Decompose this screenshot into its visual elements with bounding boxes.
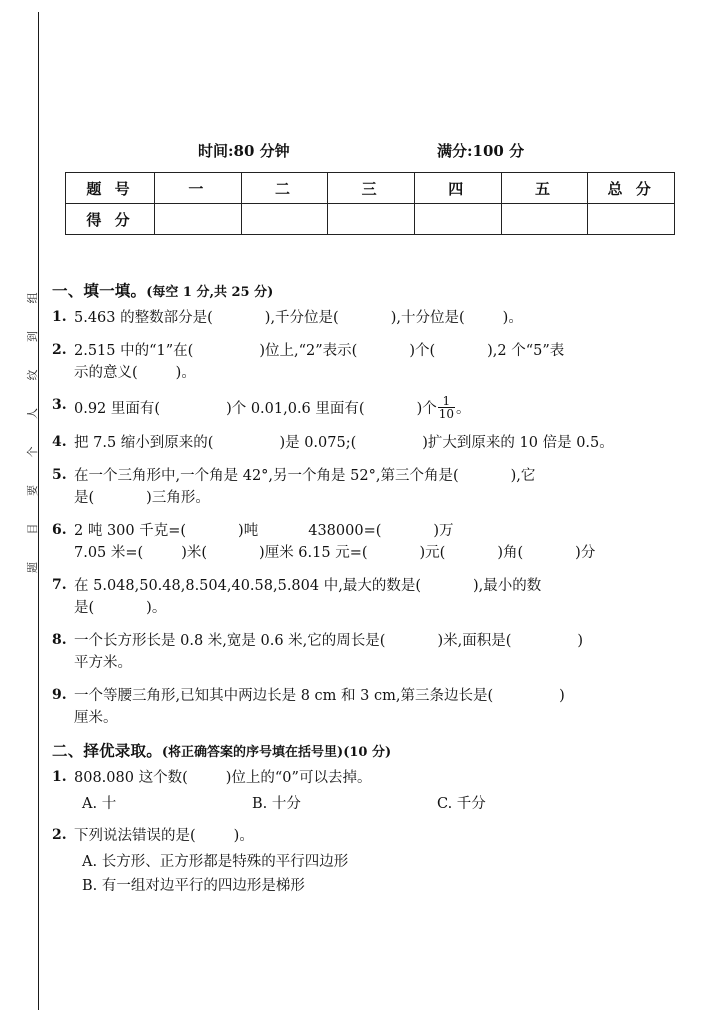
cell-q5: 五 — [501, 173, 588, 204]
question-text: )。 — [146, 599, 167, 616]
question-text: 2 吨 300 千克=( — [74, 522, 187, 539]
section-2-subtitle: (将正确答案的序号填在括号里)(10 分) — [161, 744, 392, 760]
question-text: )米( — [181, 544, 208, 561]
question-text: )元( — [419, 544, 446, 561]
question-1-9 — [52, 685, 692, 729]
section-1-subtitle: (每空 1 分,共 25 分) — [146, 285, 274, 300]
cell-q3: 三 — [328, 173, 415, 204]
row-label-question-no: 题 号 — [66, 173, 155, 204]
options-2-2 — [52, 851, 692, 898]
question-text: )扩大到原来的 10 倍是 0.5。 — [422, 434, 614, 451]
margin-vertical-text: 题 目 要 个 人 纹 到 组 — [26, 280, 39, 573]
question-text: 在一个三角形中,一个角是 42°,另一个角是 52°,第三个角是( — [74, 467, 459, 484]
question-text: 0.92 里面有( — [74, 401, 161, 418]
section-2-title: 二、择优录取。 — [52, 740, 162, 760]
cell-q4: 四 — [414, 173, 501, 204]
question-text: ),它 — [510, 467, 536, 484]
question-text: )个( — [409, 343, 436, 360]
question-1-2 — [52, 340, 692, 384]
question-number: 2. — [52, 342, 67, 359]
question-number: 1. — [52, 309, 67, 325]
option-b[interactable]: B. 十分 — [252, 795, 301, 812]
option-a[interactable]: A. 长方形、正方形都是特殊的平行四边形 — [82, 854, 349, 871]
question-text: ),最小的数 — [472, 577, 542, 594]
question-text: 808.080 这个数( — [74, 769, 188, 786]
question-text: )。 — [233, 828, 254, 845]
question-text: )。 — [175, 365, 196, 382]
exam-body — [52, 283, 692, 907]
fraction-denominator: 10 — [438, 407, 455, 422]
option-a[interactable]: A. 十 — [82, 795, 117, 812]
cell-total: 总 分 — [588, 173, 675, 204]
section-heading-2 — [52, 740, 692, 760]
score-cell-q3[interactable] — [328, 204, 415, 235]
question-number: 5. — [52, 466, 67, 483]
question-text: )厘米 6.15 元=( — [259, 544, 368, 561]
question-text: )吨 — [238, 522, 259, 539]
question-text: 在 5.048,50.48,8.504,40.58,5.804 中,最大的数是( — [74, 577, 421, 594]
question-text: 下列说法错误的是( — [74, 828, 196, 845]
question-text: 一个长方形长是 0.8 米,宽是 0.6 米,它的周长是( — [74, 632, 386, 649]
question-text: ) — [577, 632, 584, 649]
question-1-4 — [52, 432, 692, 454]
question-number: 2. — [52, 827, 67, 844]
question-text: )。 — [502, 310, 523, 326]
question-text: 是( — [74, 599, 95, 616]
option-b[interactable]: B. 有一组对边平行的四边形是梯形 — [82, 877, 305, 894]
question-text: 7.05 米=( — [74, 544, 144, 561]
question-text: 。 — [456, 401, 471, 418]
question-text: ) — [559, 687, 565, 704]
question-1-1 — [52, 307, 692, 329]
question-text: )是 0.075;( — [279, 434, 357, 451]
fraction-one-tenth — [438, 395, 455, 420]
question-1-5 — [52, 465, 692, 509]
question-text: )个 0.01,0.6 里面有( — [226, 401, 365, 418]
score-cell-q4[interactable] — [414, 204, 501, 235]
question-text: 一个等腰三角形,已知其中两边长是 8 cm 和 3 cm,第三条边长是( — [74, 687, 494, 704]
question-text: 把 7.5 缩小到原来的( — [74, 434, 214, 451]
question-2-1 — [52, 767, 692, 789]
score-cell-q5[interactable] — [501, 204, 588, 235]
question-text: )位上,“2”表示( — [259, 343, 358, 360]
question-2-2 — [52, 825, 692, 847]
question-1-8 — [52, 630, 692, 674]
score-table — [65, 172, 675, 235]
section-heading-1 — [52, 283, 692, 299]
row-label-score: 得 分 — [66, 204, 155, 235]
options-2-1 — [52, 793, 692, 816]
question-text: 438000=( — [308, 522, 382, 539]
option-c[interactable]: C. 千分 — [437, 795, 486, 812]
question-text: )万 — [433, 522, 454, 539]
question-1-7 — [52, 575, 692, 619]
question-text: 示的意义( — [74, 365, 138, 382]
table-row — [66, 204, 675, 235]
question-number: 1. — [52, 768, 67, 785]
question-text: 2.515 中的“1”在( — [74, 343, 194, 360]
question-text: 是( — [74, 489, 95, 506]
question-text: )分 — [575, 544, 596, 561]
question-text: )位上的“0”可以去掉。 — [225, 769, 372, 786]
question-text: 5.463 的整数部分是( — [74, 310, 213, 326]
question-number: 3. — [52, 397, 67, 414]
question-number: 9. — [52, 686, 67, 703]
exam-time: 时间:80 分钟 — [198, 142, 290, 160]
table-row — [66, 173, 675, 204]
fraction-numerator: 1 — [438, 395, 455, 408]
question-text: ),2 个“5”表 — [487, 343, 565, 360]
question-1-3 — [52, 395, 692, 420]
question-1-6 — [52, 520, 692, 564]
section-1-title: 一、填一填。 — [52, 281, 147, 300]
cell-q2: 二 — [241, 173, 328, 204]
question-text: )个 — [416, 401, 437, 418]
question-number: 6. — [52, 521, 67, 538]
score-cell-q1[interactable] — [155, 204, 242, 235]
question-number: 7. — [52, 576, 67, 593]
question-text: )米,面积是( — [437, 632, 512, 649]
question-text: )三角形。 — [146, 489, 210, 506]
question-text: ),千分位是( — [264, 310, 339, 326]
score-cell-total[interactable] — [588, 204, 675, 235]
cell-q1: 一 — [155, 173, 242, 204]
question-number: 8. — [52, 631, 67, 648]
question-text: 平方米。 — [74, 654, 132, 671]
question-number: 4. — [52, 433, 67, 450]
question-text: 厘米。 — [74, 709, 118, 726]
exam-meta-line — [0, 140, 724, 164]
exam-total-score: 满分:100 分 — [437, 142, 525, 160]
question-text: )角( — [497, 544, 524, 561]
score-cell-q2[interactable] — [241, 204, 328, 235]
question-text: ),十分位是( — [390, 310, 465, 326]
